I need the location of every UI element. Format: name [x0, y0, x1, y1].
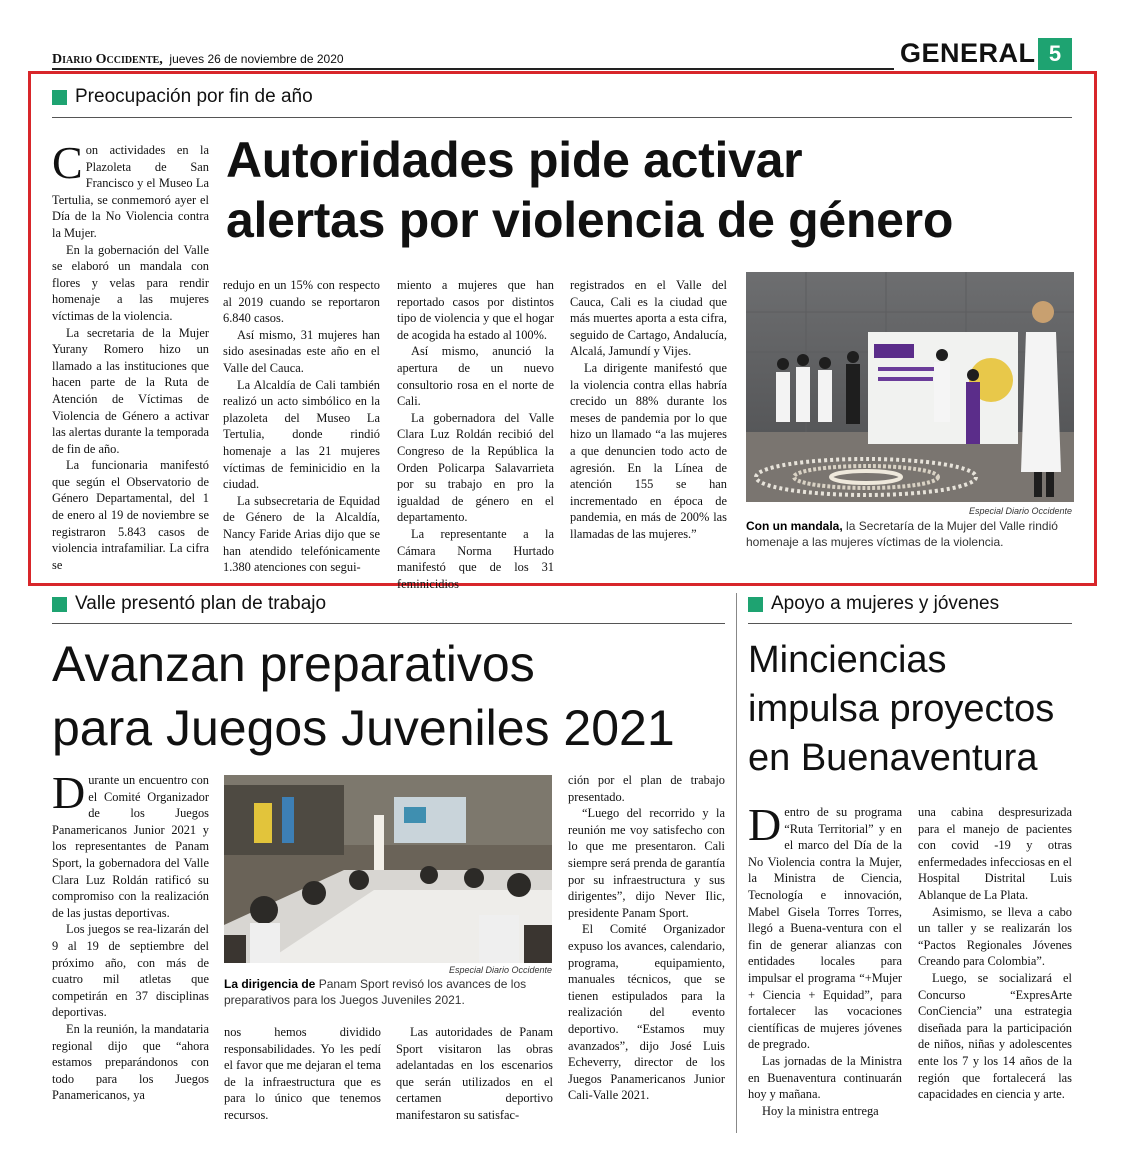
story2-paragraph: ción por el plan de trabajo presentado. — [568, 773, 725, 804]
story2-kicker-text: Valle presentó plan de trabajo — [75, 593, 327, 614]
story1-paragraph: La Alcaldía de Cali también realizó un acto simbólico en la plazoleta del Museo La Tertulia, donde rindió homenaje a las 21 mujeres víctimas de feminicidio en la ciudad. — [223, 377, 380, 492]
story1-column-3 — [397, 277, 554, 592]
story3-column-1 — [748, 799, 902, 1119]
story2-photo-credit: Especial Diario Occidente — [448, 965, 552, 975]
story3-dropcap: D — [748, 799, 782, 850]
story1-caption-lead: Con un mandala, — [746, 519, 843, 533]
story2-paragraph: Los juegos se rea-lizarán del 9 al 19 de septiembre del próximo año, con más de cuatro mil atletas que competirán en 37 disciplinas deportivas. — [52, 922, 209, 1020]
section-name: GENERAL — [900, 38, 1036, 68]
story2-headline — [52, 632, 675, 760]
masthead-paper-info — [52, 51, 344, 68]
story1-caption-text: la Secretaría de la Mujer del Valle rindió homenaje a las mujeres víctimas de la violencia. — [746, 519, 1058, 549]
story1-paragraph: redujo en un 15% con respecto al 2019 cuando se reportaron 6.840 casos. — [223, 278, 380, 326]
kicker-square-icon — [52, 90, 67, 105]
story2-photo-meeting — [224, 775, 552, 963]
story3-paragraph: Hoy la ministra entrega — [762, 1103, 879, 1118]
story2-paragraph: urante un encuentro con el Comité Organizador de los Juegos Panamericanos Junior 2021 y los representantes de Panam Sport, la gobernadora del Valle Clara Luz Roldán ratificó su compromiso con la realización de las justas deportivas. — [52, 773, 209, 920]
story1-kicker-rule — [52, 117, 1072, 118]
story1-paragraph: La subsecretaria de Equidad de Género de la Alcaldía, Nancy Faride Arias dijo que se han atendido telefónicamente 1.380 atenciones con segui- — [223, 493, 380, 575]
story2-caption-text: Panam Sport revisó los avances de los preparativos para los Juegos Juveniles 2021. — [224, 977, 527, 1007]
story3-kicker-rule — [748, 623, 1072, 624]
story2-headline-line2: para Juegos Juveniles 2021 — [52, 700, 675, 756]
story3-headline-line3: en Buenaventura — [748, 737, 1038, 779]
story3-headline-line1: Minciencias — [748, 639, 947, 681]
story1-photo-credit: Especial Diario Occidente — [968, 506, 1072, 516]
conference-room-image — [224, 775, 552, 963]
story1-photo-caption — [746, 518, 1074, 550]
story1-paragraph: La gobernadora del Valle Clara Luz Roldán recibió del Congreso de la República la Orden Policarpa Salavarrieta por su trabajo en pro la igualdad de género en el departamento. — [397, 410, 554, 525]
story3-paragraph: entro de su programa “Ruta Territorial” y en el marco del Día de la No Violencia contra la Mujer, la Ministra de Ciencia, Tecnología e innovación, Mabel Gisela Torres Torres, llegó a Buena-ventura con el fin de generar alianzas con entidades locales para impulsar el programa “+Mujer + Ciencia + Equidad”, para fortalecer las vocaciones científicas de mujeres jóvenes de pregrado. — [748, 805, 902, 1052]
paper-name: Diario Occidente, — [52, 52, 163, 67]
kicker-square-icon — [52, 597, 67, 612]
story2-paragraph: En la reunión, la mandataria regional dijo que “ahora estamos preparándonos con todo para los Juegos Panamericanos, ya — [52, 1021, 209, 1103]
story3-paragraph: Luego, se socializará el Concurso “ExpresArte ConCiencia” una estrategia diseñada para la participación de niños, niñas y adolescentes ente los 7 y los 14 años de la región que fortalecerá las capacidades en ciencia y arte. — [918, 970, 1072, 1102]
story1-headline-line2: alertas por violencia de género — [226, 192, 954, 248]
story2-caption-lead: La dirigencia de — [224, 977, 316, 991]
story3-paragraph: Las jornadas de la Ministra en Buenaventura continuarán hoy y mañana. — [748, 1053, 902, 1102]
story2-kicker — [52, 593, 326, 615]
story3-paragraph: una cabina despresurizada para el manejo de pacientes con covid -19 y otras enfermedades infecciosas en el Hospital Distrital Luis Ablanque de La Plata. — [918, 805, 1072, 902]
story1-column-1 — [52, 137, 209, 573]
story2-paragraph: nos hemos dividido responsabilidades. Yo les pedí el favor que me dejaran el tema de la infraestructura que es para lo único que tenemos recursos. — [224, 1025, 381, 1122]
story1-paragraph: La representante a la Cámara Norma Hurtado manifestó que de los 31 feminicidios — [397, 526, 554, 591]
story1-paragraph: La funcionaria manifestó que según el Observatorio de Género Departamental, del 1 de enero al 19 de noviembre se registraron 5.843 casos de violencia intrafamiliar. La cifra se — [52, 458, 209, 572]
story2-column-3 — [396, 1024, 553, 1124]
story1-column-2 — [223, 277, 380, 576]
story1-headline — [226, 130, 953, 250]
story2-paragraph: “Luego del recorrido y la reunión me voy satisfecho con lo que me presentaron. Cali siempre será prenda de garantía por su infraestructura y sus dirigentes”, dijo Never Ilic, presidente Panam Sport. — [568, 806, 725, 920]
story3-column-2 — [918, 804, 1072, 1103]
story2-kicker-rule — [52, 623, 725, 624]
story1-paragraph: miento a mujeres que han reportado casos por distintos tipo de violencia y que el hogar de acogida ha estado al 100%. — [397, 278, 554, 342]
story3-kicker-text: Apoyo a mujeres y jóvenes — [771, 593, 1000, 614]
story1-dropcap: C — [52, 137, 83, 188]
story3-headline-line2: impulsa proyectos — [748, 688, 1055, 730]
story1-paragraph: on actividades en la Plazoleta de San Francisco y el Museo La Tertulia, se conmemoró ayer el Día de la No Violencia contra la Mujer. — [52, 143, 209, 240]
story3-headline — [748, 636, 1054, 783]
story3-kicker — [748, 593, 999, 615]
column-divider — [736, 593, 737, 1133]
story2-dropcap: D — [52, 767, 86, 818]
story1-paragraph: En la gobernación del Valle se elaboró un mandala con flores y velas para rendir homenaje a las mujeres víctimas de la violencia. — [52, 242, 209, 323]
story2-column-4 — [568, 772, 725, 1104]
issue-date: jueves 26 de noviembre de 2020 — [169, 52, 344, 66]
story1-headline-line1: Autoridades pide activar — [226, 132, 803, 188]
mandala-ceremony-image — [746, 272, 1074, 502]
story2-paragraph: El Comité Organizador expuso los avances, calendario, programa, equipamiento, manuales técnicos, que se tienen estipulados para la realización del evento deportivo. “Estamos muy avanzados”, dijo José Luis Echeverry, director de los Juegos Panamericanos Junior Cali-Valle 2021. — [568, 922, 725, 1103]
story2-photo-caption — [224, 976, 552, 1008]
story1-paragraph: Así mismo, anunció la apertura de un nuevo consultorio rosa en el norte de Cali. — [397, 344, 554, 409]
story1-kicker — [52, 86, 313, 108]
story1-column-4 — [570, 277, 727, 543]
story2-paragraph: Las autoridades de Panam Sport visitaron las obras adelantadas en los escenarios que serán utilizados en el certamen deportivo manifestaron su satisfac- — [396, 1025, 553, 1122]
story1-photo-mandala — [746, 272, 1074, 502]
page-number-badge: 5 — [1038, 38, 1072, 70]
story3-paragraph: Asimismo, se lleva a cabo un taller y se realizarán los “Pactos Regionales Jóvenes Creando para Colombia”. — [918, 904, 1072, 969]
story1-kicker-text: Preocupación por fin de año — [75, 86, 313, 107]
story1-paragraph: La secretaria de la Mujer Yurany Romero hizo un llamado a las instituciones que hacen parte de la Ruta de Atención de Víctimas de Violencia de Género a activar las alertas durante la temporada de fin de año. — [52, 325, 209, 456]
story1-paragraph: La dirigente manifestó que la violencia contra ellas habría crecido un 88% durante los meses de pandemia por lo que hizo un llamado “a las mujeres a que denuncien todo acto de agresión. En la Línea de atención 155 se han incrementado en época de pandemia, en más de 200% las llamadas de las mujeres.” — [570, 360, 727, 541]
story1-paragraph: Así mismo, 31 mujeres han sido asesinadas este año en el Valle del Cauca. — [223, 327, 380, 375]
kicker-square-icon — [748, 597, 763, 612]
story2-headline-line1: Avanzan preparativos — [52, 636, 535, 692]
story2-column-2 — [224, 1024, 381, 1124]
masthead-rule — [52, 68, 894, 70]
story1-paragraph: registrados en el Valle del Cauca, Cali es la ciudad que más muertes aporta a esta cifra, seguido de Cartago, Andalucía, Alcalá, Jamundí y Vijes. — [570, 278, 727, 359]
story2-column-1 — [52, 767, 209, 1104]
